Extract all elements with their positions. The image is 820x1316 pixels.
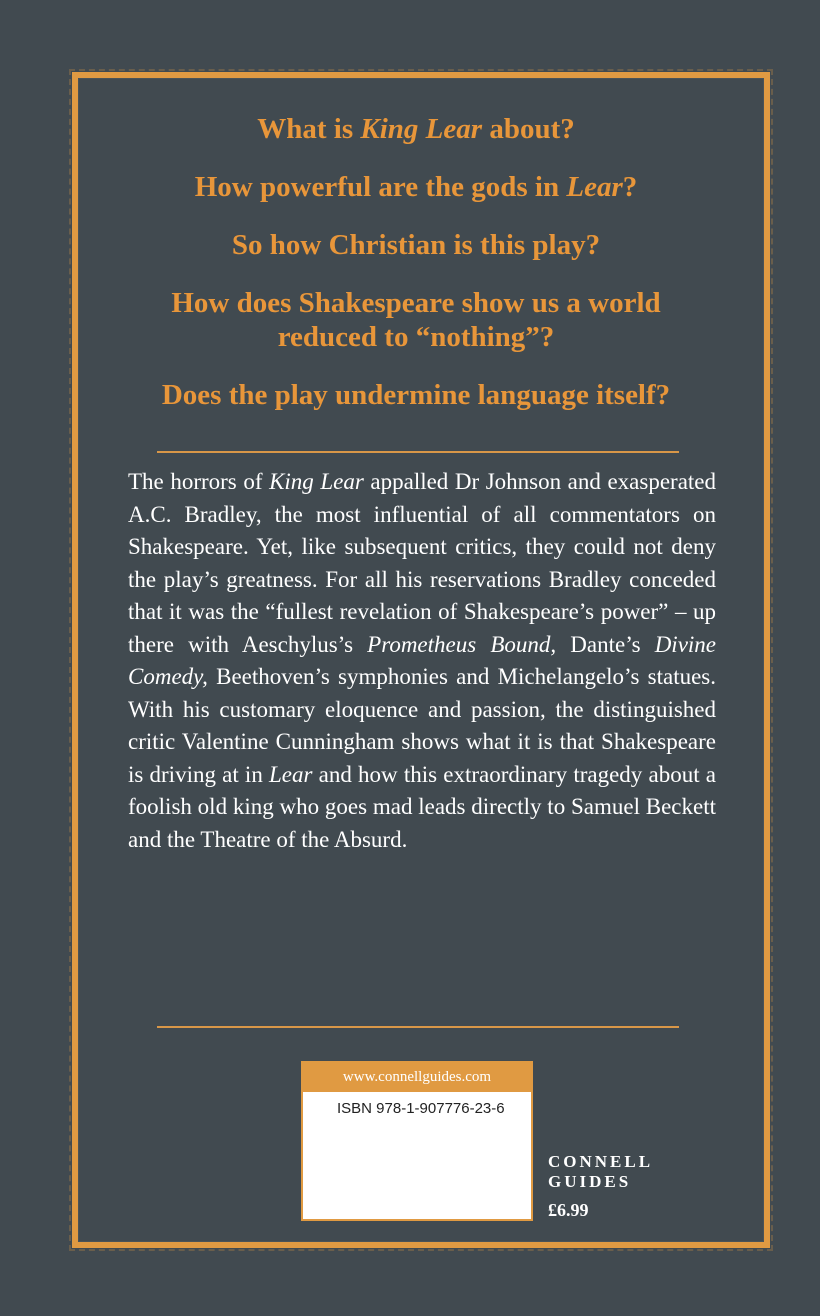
blurb-title-1: King Lear — [269, 469, 364, 494]
question-2-end: ? — [622, 171, 638, 203]
blurb-title-2: Prometheus Bound, — [367, 631, 557, 657]
question-list — [100, 112, 732, 436]
question-1 — [100, 112, 732, 146]
question-5: Does the play undermine language itself? — [161, 379, 671, 411]
blurb-text-2: appalled Dr Johnson and exasperated A.C. Bradley, the most influential of all commentators on Shakespeare. Yet, like subsequent critics, they could not deny the play’s greatness. For all his reservations Bradley conceded that it was the “fullest revelation of Shakespeare’s power” – up there with Aeschylus’s — [128, 469, 717, 657]
blurb-text-5: and how this extraordinary tragedy about a foolish old king who goes mad leads directly to Samuel Beckett and the Theatre of the Absurd. — [128, 761, 716, 852]
question-3: So how Christian is this play? — [231, 229, 601, 261]
website-url: www.connellguides.com — [303, 1063, 531, 1092]
publisher-line-2: GUIDES — [548, 1172, 632, 1191]
question-2-text: How powerful are the gods in — [194, 171, 567, 203]
blurb-title-3: Divine Comedy, — [128, 631, 716, 689]
question-4-line-1: How does Shakespeare show us a world — [171, 287, 661, 319]
barcode-box — [301, 1061, 533, 1221]
question-1-end: about? — [482, 113, 575, 145]
blurb-title-4: Lear — [269, 761, 313, 787]
question-1-text: What is — [257, 113, 361, 145]
question-4-line-2: reduced to “nothing”? — [277, 321, 555, 353]
question-2 — [100, 170, 732, 204]
blurb-text-3: Dante’s — [556, 631, 655, 657]
price: £6.99 — [548, 1200, 589, 1220]
divider-bottom — [157, 1026, 679, 1028]
question-4 — [100, 286, 732, 354]
question-1-title: King Lear — [360, 113, 483, 145]
blurb-paragraph — [128, 466, 716, 856]
divider-top — [157, 451, 679, 453]
question-2-title: Lear — [566, 171, 623, 203]
blurb-text-1: The horrors of — [128, 469, 270, 494]
blurb-text-4: Beethoven’s symphonies and Michelangelo’s statues. With his customary eloquence and passion, the distinguished critic Valentine Cunningham shows what it is that Shakespeare is driving at in — [128, 664, 716, 787]
publisher-line-1: CONNELL — [548, 1152, 654, 1171]
isbn-number: ISBN 978-1-907776-23-6 — [337, 1100, 505, 1117]
publisher-logo — [548, 1152, 653, 1192]
